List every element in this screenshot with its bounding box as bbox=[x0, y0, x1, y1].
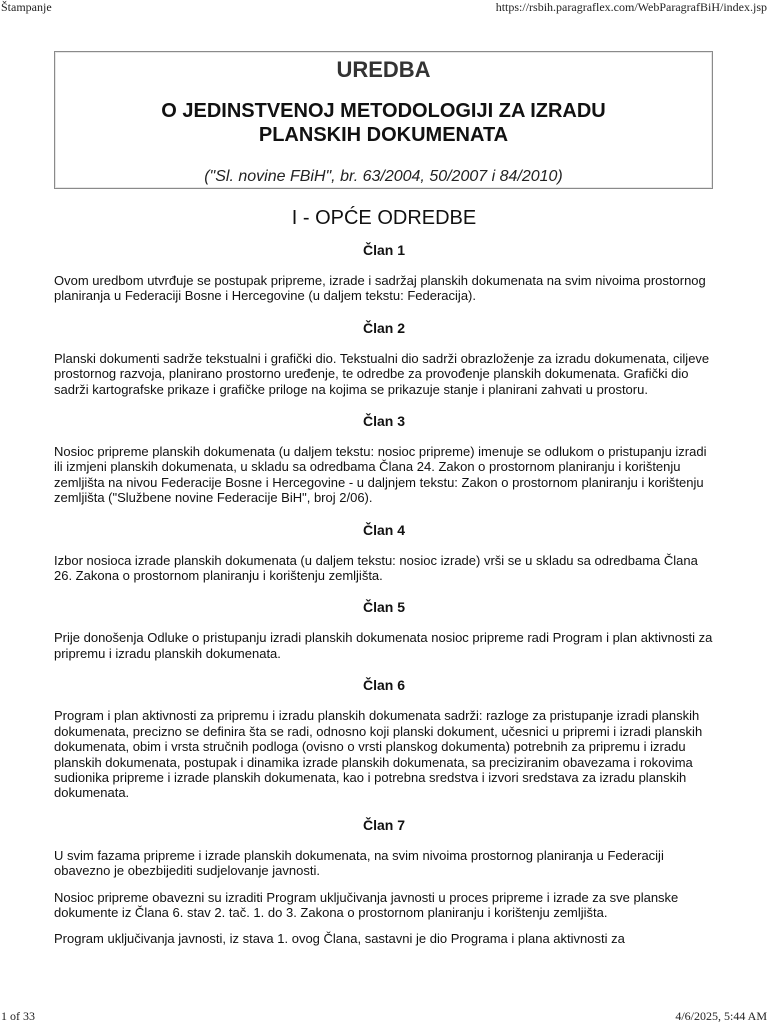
article-5 bbox=[54, 598, 714, 661]
document-title bbox=[55, 99, 712, 147]
print-header-title: Štampanje bbox=[1, 0, 52, 14]
document-type: UREDBA bbox=[336, 57, 431, 82]
article-4 bbox=[54, 521, 714, 584]
article-heading: Član 1 bbox=[362, 242, 405, 258]
article-heading: Član 6 bbox=[362, 677, 405, 694]
print-timestamp: 4/6/2025, 5:44 AM bbox=[675, 1009, 767, 1023]
article-paragraph: Program i plan aktivnosti za pripremu i izradu planskih dokumenata sadrži: razloge za pristupanje izradi planskih dokumenata, precizno se definira šta se radi, odnosno koji planski dokument, učesnici u pripremi i izradi planskih dokumenata, obim i vrsta stručnih podloga (ovisno o vrsti planskog dokumenta) potrebnih za pripremu i izradu planskih dokumenata, postupak i dinamika izrade planskih dokumenata, sa preciziranim obavezama i rokovima sudionika pripreme i izrade planskih dokumenata, kao i potrebna sredstva i izvori sredstava za izradu planskih dokumenata. bbox=[54, 708, 703, 801]
article-6 bbox=[54, 676, 714, 800]
page-counter: 1 of 33 bbox=[1, 1009, 35, 1023]
article-paragraph: Nosioc pripreme obavezni su izraditi Program uključivanja javnosti u proces pripreme i izrade za sve planske dokumente iz Člana 6. stav 2. tač. 1. do 3. Zakona o prostornom planiranju i korištenju zemljišta. bbox=[54, 889, 679, 920]
article-heading: Član 7 bbox=[362, 816, 405, 833]
print-header-url: https://rsbih.paragraflex.com/WebParagrafBiH/index.jsp bbox=[495, 0, 767, 14]
print-header bbox=[0, 0, 768, 16]
document-title-box bbox=[54, 51, 713, 189]
article-2 bbox=[54, 319, 714, 397]
article-paragraph: Ovom uredbom utvrđuje se postupak pripreme, izrade i sadržaj planskih dokumenata na svim nivoima prostornog planiranja u Federaciji Bosne i Hercegovine (u daljem tekstu: Federacija). bbox=[54, 273, 706, 304]
section-heading: I - OPĆE ODREDBE bbox=[291, 207, 477, 229]
article-1 bbox=[54, 241, 714, 304]
article-paragraph: U svim fazama pripreme i izrade planskih dokumenata, na svim nivoima prostornog planiranja u Federaciji obavezno je obezbijediti sudjelovanje javnosti. bbox=[54, 847, 664, 879]
article-7 bbox=[54, 816, 714, 947]
article-paragraph: Izbor nosioca izrade planskih dokumenata (u daljem tekstu: nosioc izrade) vrši se u skladu sa odredbama Člana 26. Zakona o prostornom planiranju i korištenju zemljišta. bbox=[54, 552, 698, 584]
article-paragraph: Prije donošenja Odluke o pristupanju izradi planskih dokumenata nosioc pripreme radi Program i plan aktivnosti za pripremu i izradu planskih dokumenata. bbox=[54, 630, 713, 661]
article-3 bbox=[54, 412, 714, 506]
article-heading: Član 4 bbox=[362, 521, 405, 538]
article-paragraph: Planski dokumenti sadrže tekstualni i grafički dio. Tekstualni dio sadrži obrazloženje za izradu dokumenata, ciljeve prostornog razvoja, planirano prostorno uređenje, te odredbe za provođenje planskih dokumenata. Grafički dio sadrži kartografske prikaze i grafičke priloge na kojima se prikazuje stanje i planirani zahvati u prostoru. bbox=[54, 350, 710, 397]
document-source: ("Sl. novine FBiH", br. 63/2004, 50/2007 i 84/2010) bbox=[204, 168, 563, 185]
print-footer bbox=[0, 1009, 768, 1025]
document-title-line-1: O JEDINSTVENOJ METODOLOGIJI ZA IZRADU bbox=[161, 100, 606, 122]
article-heading: Član 2 bbox=[362, 319, 405, 336]
document-body bbox=[54, 205, 714, 958]
article-heading: Član 3 bbox=[362, 413, 405, 430]
article-paragraph: Program uključivanja javnosti, iz stava 1. ovog Člana, sastavni je dio Programa i plana aktivnosti za bbox=[54, 931, 625, 947]
document-title-line-2: PLANSKIH DOKUMENATA bbox=[258, 124, 509, 146]
article-paragraph: Nosioc pripreme planskih dokumenata (u daljem tekstu: nosioc pripreme) imenuje se odlukom o pristupanju izradi ili izmjeni planskih dokumenata, u skladu sa odredbama Člana 24. Zakon o prostornom planiranju i korištenju zemljišta na nivou Federacije Bosne i Hercegovine - u daljnjem tekstu: Zakon o prostornom planiranju i korištenju zemljišta ("Službene novine Federacije BiH", broj 2/06). bbox=[54, 444, 707, 506]
article-heading: Član 5 bbox=[362, 599, 405, 616]
